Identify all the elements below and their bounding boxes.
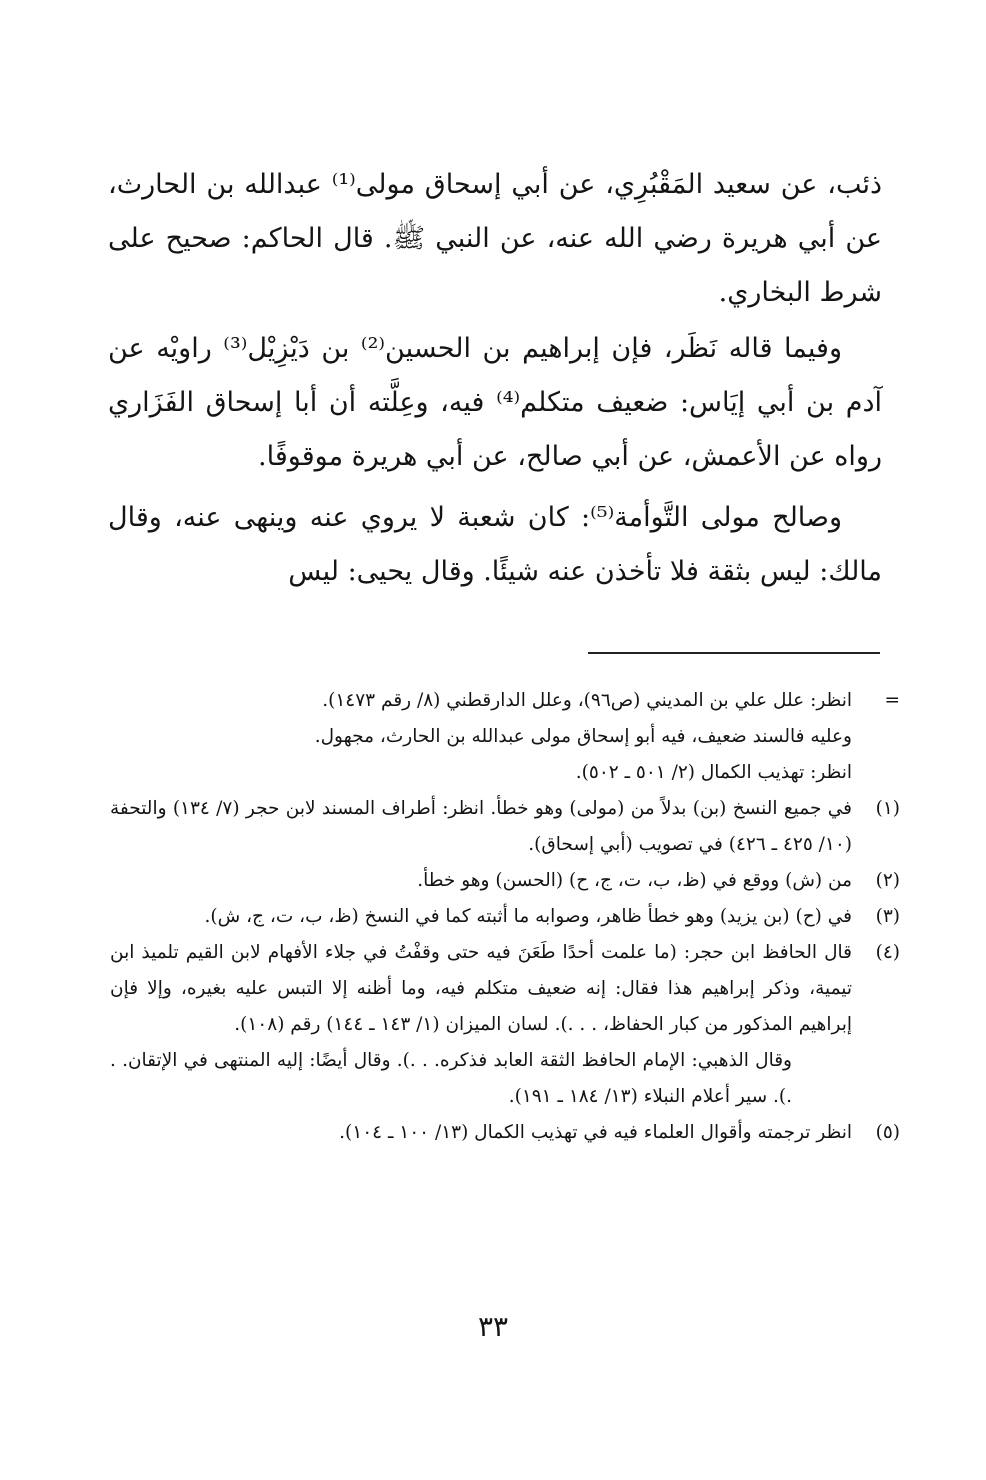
footnote-number: (٢) [875,870,900,891]
footnote-number: (٤) [875,942,900,963]
footnote-text: انظر ترجمته وأقوال العلماء فيه في تهذيب الكمال (١٣/ ١٠٠ ـ ١٠٤). [339,1122,852,1143]
paragraph-text: وفيما قاله نَظَر، فإن إبراهيم بن الحسين⁽²⁾ بن دَيْزِيْل⁽³⁾ راويْه عن آدم بن أبي إيَاس: ضعيف متكلم⁽⁴⁾ فيه، وعِلَّته أن أبا إسحاق الفَزَاري رواه عن الأعمش، عن أبي صالح، عن أبي هريرة موقوفًا. [108,333,883,472]
continuation-line: انظر: علل علي بن المديني (ص٩٦)، وعلل الدارقطني (٨/ رقم ١٤٧٣). [322,690,852,711]
continuation-marker: = [884,690,900,711]
footnote-text: في (ح) (بن يزيد) وهو خطأ ظاهر، وصوابه ما أثبته كما في النسخ (ظ، ب، ت، ج، ش). [204,906,852,927]
paragraph-text: ذئب، عن سعيد المَقْبُرِي، عن أبي إسحاق مولى⁽¹⁾ عبدالله بن الحارث، عن أبي هريرة رضي الله عنه، عن النبي ﷺ. قال الحاكم: صحيح على شرط البخاري. [108,169,882,308]
footnote-2 [110,863,900,899]
main-paragraph-3 [108,491,882,599]
paragraph-text: وصالح مولى التَّوأمة⁽⁵⁾: كان شعبة لا يروي عنه وينهى عنه، وقال مالك: ليس بثقة فلا تأخذن عنه شيئًا. وقال يحيى: ليس [108,502,882,587]
footnote-number: (٣) [875,906,900,927]
footnote-divider [588,652,880,654]
footnote-number: (١) [875,798,900,819]
page-number: ٣٣ [477,1310,509,1343]
footnote-1 [110,791,900,863]
footnote-continuation [110,683,900,791]
footnote-3 [110,899,900,935]
footnotes-section [110,683,900,1151]
main-paragraph-1 [108,158,882,320]
footnote-5 [110,1115,900,1151]
footnote-4 [110,935,900,1115]
footnote-text: في جميع النسخ (بن) بدلاً من (مولى) وهو خطأ. انظر: أطراف المسند لابن حجر (٧/ ١٣٤) والتحفة (١٠/ ٤٢٥ ـ ٤٢٦) في تصويب (أبي إسحاق). [110,798,852,855]
continuation-line: انظر: تهذيب الكمال (٢/ ٥٠١ ـ ٥٠٢). [575,762,852,783]
footnote-text: قال الحافظ ابن حجر: (ما علمت أحدًا طَعَنَ فيه حتى وقفْتُ في جلاء الأفهام لابن القيم تلميذ ابن تيمية، وذكر إبراهيم هذا فقال: إنه ضعيف متكلم فيه، وما أظنه إلا التبس عليه بغيره، وإلا فإن إبراهيم المذكور من كبار الحفاظ، . . .). لسان الميزان (١/ ١٤٣ ـ ١٤٤) رقم (١٠٨). [110,942,852,1035]
footnote-number: (٥) [875,1122,900,1143]
main-paragraph-2 [108,322,882,484]
footnote-text: من (ش) ووقع في (ظ، ب، ت، ج، ح) (الحسن) وهو خطأ. [417,870,852,891]
footnote-subparagraph: وقال الذهبي: الإمام الحافظ الثقة العابد فذكره. . .). وقال أيضًا: إليه المنتهى في الإتقان. . .). سير أعلام النبلاء (١٣/ ١٨٤ ـ ١٩١). [110,1050,792,1107]
continuation-line: وعليه فالسند ضعيف، فيه أبو إسحاق مولى عبدالله بن الحارث، مجهول. [314,726,852,747]
